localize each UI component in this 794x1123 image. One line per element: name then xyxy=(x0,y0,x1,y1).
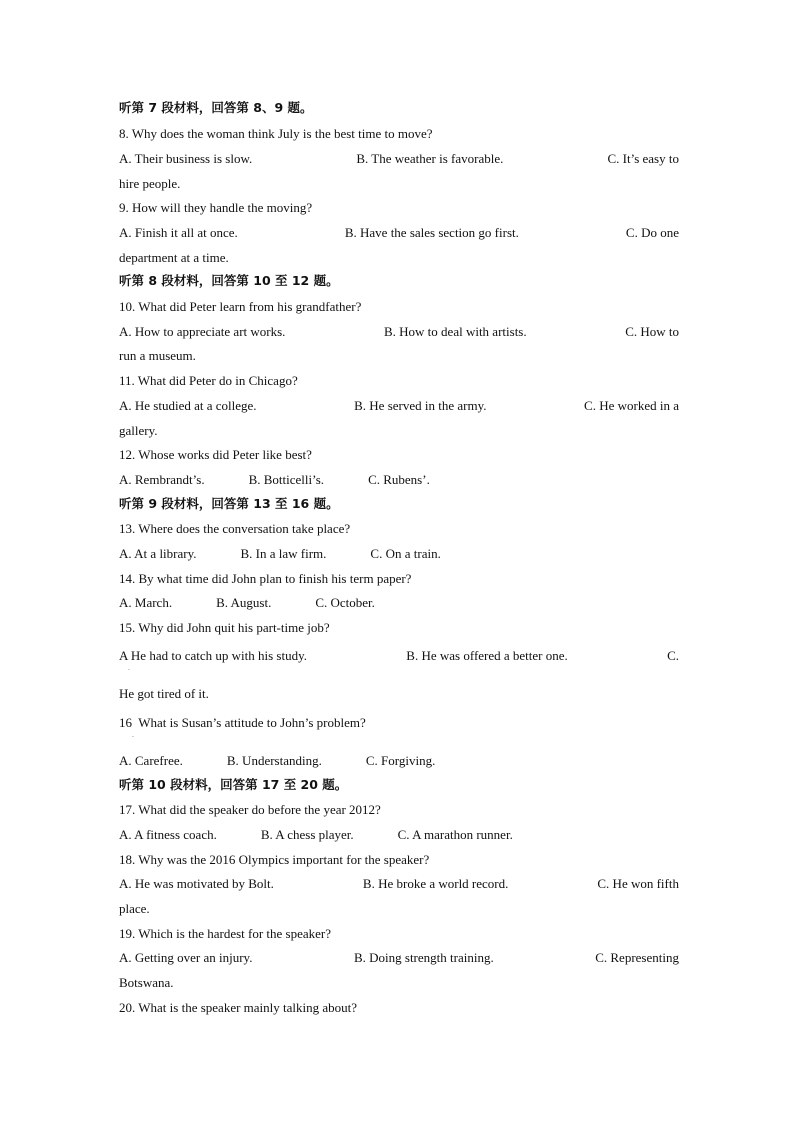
option-a: A. March. xyxy=(119,595,173,610)
option-a: A. He studied at a college. xyxy=(119,398,257,413)
option-b: B. Understanding. xyxy=(226,753,322,768)
option-c: C. Rubens’. xyxy=(368,472,430,487)
section-header-8: 听第 8 段材料，回答第 10 至 12 题。 xyxy=(119,273,339,288)
option-a: A. A fitness coach. xyxy=(119,827,217,842)
option-c: C. It’s easy to xyxy=(607,151,679,166)
question-15-stem: 15. Why did John quit his part-time job? xyxy=(119,620,330,635)
option-b: B. He was offered a better one. xyxy=(406,648,568,663)
option-a: A. Getting over an injury. xyxy=(119,950,253,965)
option-b: B. The weather is favorable. xyxy=(356,151,504,166)
question-10-options xyxy=(119,323,679,340)
question-20-stem: 20. What is the speaker mainly talking about? xyxy=(119,1000,358,1015)
question-11-stem: 11. What did Peter do in Chicago? xyxy=(119,373,298,388)
option-c: C. He won fifth xyxy=(597,876,679,891)
question-13-stem: 13. Where does the conversation take place? xyxy=(119,521,351,536)
question-18-stem: 18. Why was the 2016 Olympics important for the speaker? xyxy=(119,852,430,867)
question-10-stem: 10. What did Peter learn from his grandfather? xyxy=(119,299,362,314)
option-a: A. Their business is slow. xyxy=(119,151,253,166)
option-a: A. How to appreciate art works. xyxy=(119,324,286,339)
option-c: C. He worked in a xyxy=(584,398,679,413)
question-16-stem: 16 What is Susan’s attitude to John’s problem? xyxy=(119,715,366,730)
question-18-continuation: place. xyxy=(119,901,150,916)
question-17-options xyxy=(119,826,679,843)
question-16-options xyxy=(119,752,679,769)
question-18-options xyxy=(119,875,679,892)
question-15-options xyxy=(119,647,679,664)
question-15-continuation: He got tired of it. xyxy=(119,686,209,701)
question-11-options xyxy=(119,397,679,414)
option-b: B. He served in the army. xyxy=(354,398,487,413)
option-b: B. Doing strength training. xyxy=(353,950,494,965)
question-12-stem: 12. Whose works did Peter like best? xyxy=(119,447,312,462)
option-c: C. Forgiving. xyxy=(365,753,436,768)
option-a: A He had to catch up with his study. xyxy=(119,648,307,663)
question-19-options xyxy=(119,949,679,966)
question-19-stem: 19. Which is the hardest for the speaker? xyxy=(119,926,332,941)
question-10-continuation: run a museum. xyxy=(119,348,196,363)
option-a: A. He was motivated by Bolt. xyxy=(119,876,274,891)
option-c: C. How to xyxy=(625,324,679,339)
option-b: B. August. xyxy=(216,595,272,610)
question-17-stem: 17. What did the speaker do before the year 2012? xyxy=(119,802,381,817)
section-header-9: 听第 9 段材料，回答第 13 至 16 题。 xyxy=(119,496,339,511)
question-9-options xyxy=(119,224,679,241)
question-13-options xyxy=(119,545,679,562)
option-c: C. Representing xyxy=(595,950,679,965)
question-9-stem: 9. How will they handle the moving? xyxy=(119,200,313,215)
option-b: B. How to deal with artists. xyxy=(383,324,527,339)
question-14-options xyxy=(119,594,679,611)
option-a: A. Finish it all at once. xyxy=(119,225,238,240)
option-a: A. Rembrandt’s. xyxy=(119,472,205,487)
stray-dot-mark: · xyxy=(128,667,130,674)
option-c: C. xyxy=(667,648,679,663)
option-b: B. He broke a world record. xyxy=(362,876,509,891)
option-c: C. A marathon runner. xyxy=(397,827,513,842)
option-c: C. Do one xyxy=(625,225,679,240)
option-b: B. A chess player. xyxy=(260,827,354,842)
option-b: B. In a law firm. xyxy=(240,546,327,561)
question-19-continuation: Botswana. xyxy=(119,975,174,990)
question-9-continuation: department at a time. xyxy=(119,250,229,265)
option-a: A. At a library. xyxy=(119,546,197,561)
question-8-stem: 8. Why does the woman think July is the best time to move? xyxy=(119,126,433,141)
question-12-options xyxy=(119,471,679,488)
question-14-stem: 14. By what time did John plan to finish his term paper? xyxy=(119,571,412,586)
option-b: B. Have the sales section go first. xyxy=(344,225,519,240)
question-8-continuation: hire people. xyxy=(119,176,181,191)
option-a: A. Carefree. xyxy=(119,753,183,768)
option-c: C. On a train. xyxy=(370,546,441,561)
section-header-7: 听第 7 段材料，回答第 8、9 题。 xyxy=(119,100,313,115)
question-8-options xyxy=(119,150,679,167)
section-header-10: 听第 10 段材料，回答第 17 至 20 题。 xyxy=(119,777,348,792)
option-c: C. October. xyxy=(315,595,375,610)
stray-dot-mark: · xyxy=(132,734,134,741)
question-11-continuation: gallery. xyxy=(119,423,158,438)
option-b: B. Botticelli’s. xyxy=(248,472,325,487)
